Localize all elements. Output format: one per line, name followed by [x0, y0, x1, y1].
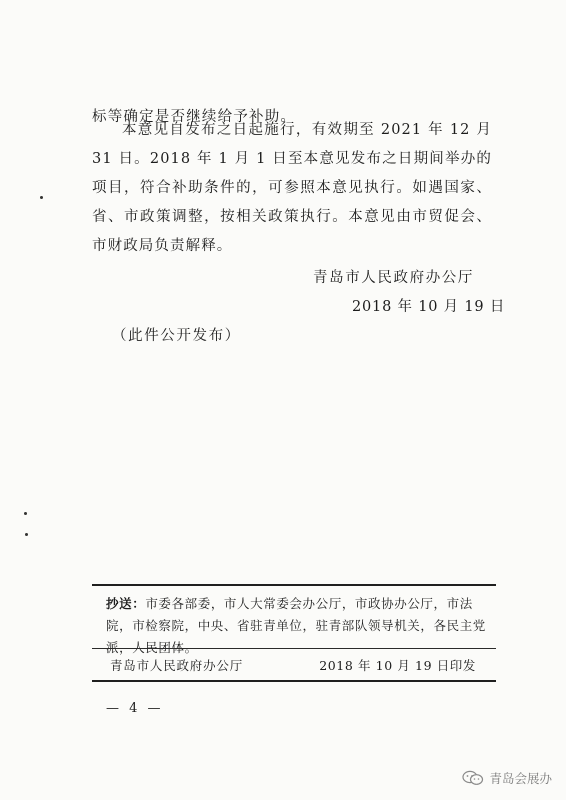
- top-rule: [92, 584, 496, 586]
- issue-date: 2018 年 10 月 19 日: [352, 299, 506, 315]
- watermark: [462, 769, 552, 787]
- middle-rule: [92, 648, 496, 649]
- body-paragraph-effective-date: [92, 116, 492, 261]
- footer-print-date: 2018 年 10 月 19 日印发: [319, 658, 476, 673]
- wechat-icon: [462, 770, 484, 786]
- body-line-continuation: 标等确定是否继续给予补助。: [92, 109, 297, 125]
- distribution-label: 抄送：: [106, 596, 146, 611]
- publication-note: （此件公开发布）: [112, 328, 241, 344]
- issuer-name: 青岛市人民政府办公厅: [313, 270, 474, 286]
- margin-dot: [40, 196, 43, 199]
- bottom-rule: [92, 680, 496, 682]
- paragraph-text: 本意见自发布之日起施行，有效期至 2021 年 12 月 31 日。2018 年 1 月 1 日至本意见发布之日期间举办的项目，符合补助条件的，可参照本意见执行。如遇国家、省、市政策调整，按相关政策执行。本意见由市贸促会、市财政局负责解释。: [92, 122, 492, 254]
- distribution-recipients: 市委各部委，市人大常委会办公厅，市政协办公厅，市法院，市检察院，中央、省驻青单位，驻青部队领导机关，各民主党派，人民团体。: [106, 596, 486, 655]
- margin-dot: [25, 533, 28, 536]
- footer-office: 青岛市人民政府办公厅: [110, 658, 244, 673]
- margin-dot: [24, 512, 27, 515]
- distribution-list: [106, 593, 490, 659]
- watermark-account: 青岛会展办: [489, 771, 552, 786]
- page-number: — 4 —: [106, 701, 164, 716]
